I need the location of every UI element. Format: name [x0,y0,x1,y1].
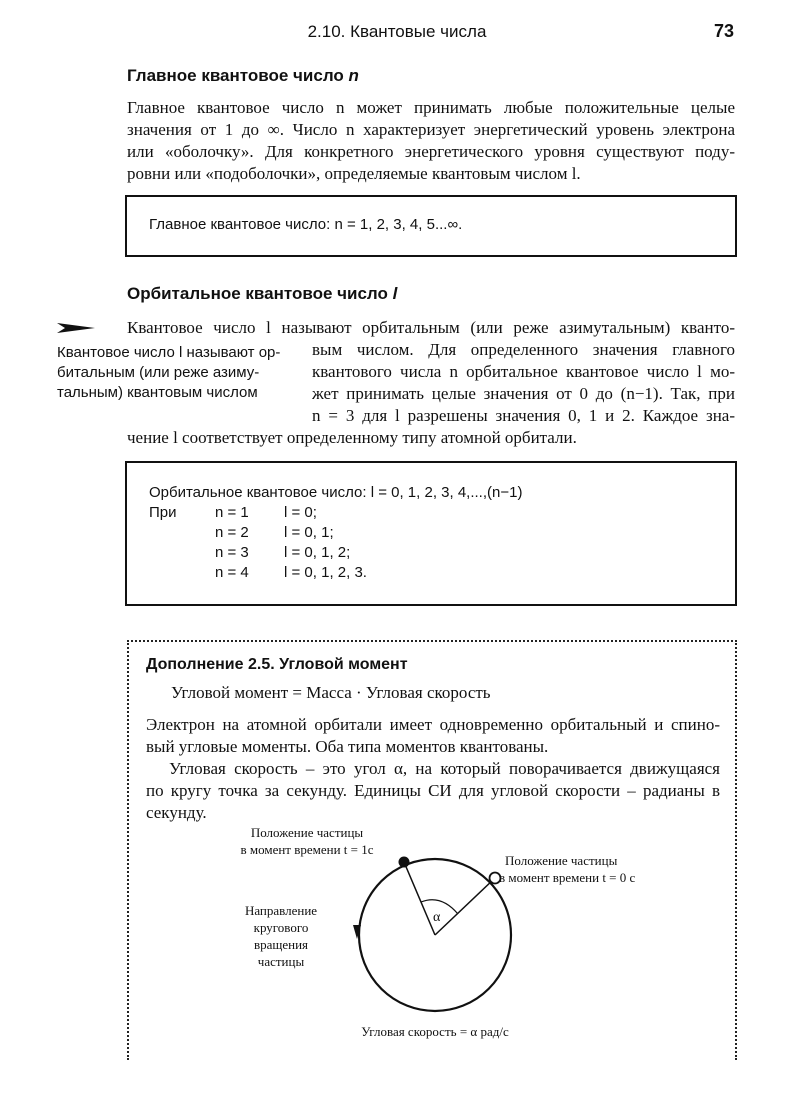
paragraph-orbital-wrap [312,339,735,427]
paragraph-line: по кругу точка за секунду. Единицы СИ для угловой скорости – радианы в [146,781,720,800]
label-line: вращения [253,937,309,952]
addition-formula [171,682,491,704]
label-line: в момент времени t = 1c [240,842,374,857]
paragraph-line: ровни или «подоболочки», определяемые квантовым числом l. [127,164,581,183]
orbital-box-title: Орбитальное квантовое число: l = 0, 1, 2, 3, 4,...,(n−1) [149,484,523,501]
label-line: частицы [257,954,305,969]
margin-note-line: битальным (или реже азиму- [57,364,260,381]
paragraph-line: Квантовое число l называют орбитальным (или реже азимутальным) кванто- [127,318,735,337]
orbital-row-l: l = 0, 1, 2, 3. [284,564,367,581]
margin-arrow-icon [57,320,97,336]
section-heading-principal [127,66,359,86]
addition-box [127,640,737,1060]
paragraph-line: секунду. [146,803,207,822]
paragraph-orbital-first [127,317,735,339]
label-rotation-direction [226,902,336,970]
paragraph-line: вый угловые моменты. Оба типа моментов квантованы. [146,737,549,756]
paragraph-line: значения от 1 до ∞. Число n характеризует энергетический уровень электрона [127,120,735,139]
principal-box-text: Главное квантовое число: n = 1, 2, 3, 4, 5...∞. [149,216,463,233]
addition-paragraph-1 [146,714,720,758]
particle-t1-marker [399,857,410,868]
label-line: в момент времени t = 0 с [499,870,636,885]
orbital-row-n: n = 3 [215,544,249,561]
section-heading-orbital [127,284,397,304]
orbital-row-l: l = 0, 1, 2; [284,544,351,561]
margin-note-line: тальным) квантовым числом [57,384,258,401]
margin-note [57,343,292,403]
orbital-number-box [125,461,737,606]
radius-t1 [404,862,435,935]
heading-text: Главное квантовое число [127,66,349,85]
paragraph-line: n = 3 для l разрешены значения 0, 1 и 2. Каждое зна- [312,406,735,425]
formula-text: Угловой момент = Масса · Угловая скорость [171,683,491,702]
paragraph-principal [127,97,735,185]
figure-caption: Угловая скорость = α рад/с [361,1024,509,1039]
orbital-box-prefix: При [149,504,177,521]
paragraph-line: вым числом. Для определенного значения главного [312,340,735,359]
orbital-row-n: n = 1 [215,504,249,521]
paragraph-line: или «оболочку». Для конкретного энергетического уровня существуют поду- [127,142,735,161]
orbital-row-n: n = 4 [215,564,249,581]
label-line: Положение частицы [250,825,364,840]
page-number: 73 [713,21,734,41]
label-position-t0 [499,852,679,886]
label-line: кругового [253,920,309,935]
label-line: Положение частицы [505,853,618,868]
heading-text: Орбитальное квантовое число [127,284,393,303]
addition-paragraph-2 [146,758,720,824]
principal-number-box [125,195,737,257]
heading-symbol: n [348,66,359,85]
orbital-row-l: l = 0; [284,504,317,521]
label-line: Направление [244,903,318,918]
angular-velocity-figure [129,822,735,1062]
paragraph-line: Главное квантовое число n может принимать любые положительные целые [127,98,735,117]
paragraph-line: жет принимать целые значения от 0 до (n−1). Так, при [312,384,735,403]
paragraph-line: чение l соответствует определенному типу атомной орбитали. [127,428,577,447]
label-alpha: α [433,910,441,925]
paragraph-orbital-last [127,427,735,449]
paragraph-line: Электрон на атомной орбитали имеет одновременно орбитальный и спино- [146,715,720,734]
orbital-row-n: n = 2 [215,524,249,541]
orbital-row-l: l = 0, 1; [284,524,334,541]
heading-symbol: l [392,284,398,303]
addition-title: Дополнение 2.5. Угловой момент [146,656,408,673]
label-position-t1 [207,824,407,858]
paragraph-line: квантового числа n орбитальное квантовое число l мо- [312,362,735,381]
paragraph-line: Угловая скорость – это угол α, на который поворачивается движущаяся [169,759,720,778]
running-header-title: 2.10. Квантовые числа [307,22,487,41]
radius-t0 [435,878,495,935]
margin-note-line: Квантовое число l называют ор- [57,344,281,361]
